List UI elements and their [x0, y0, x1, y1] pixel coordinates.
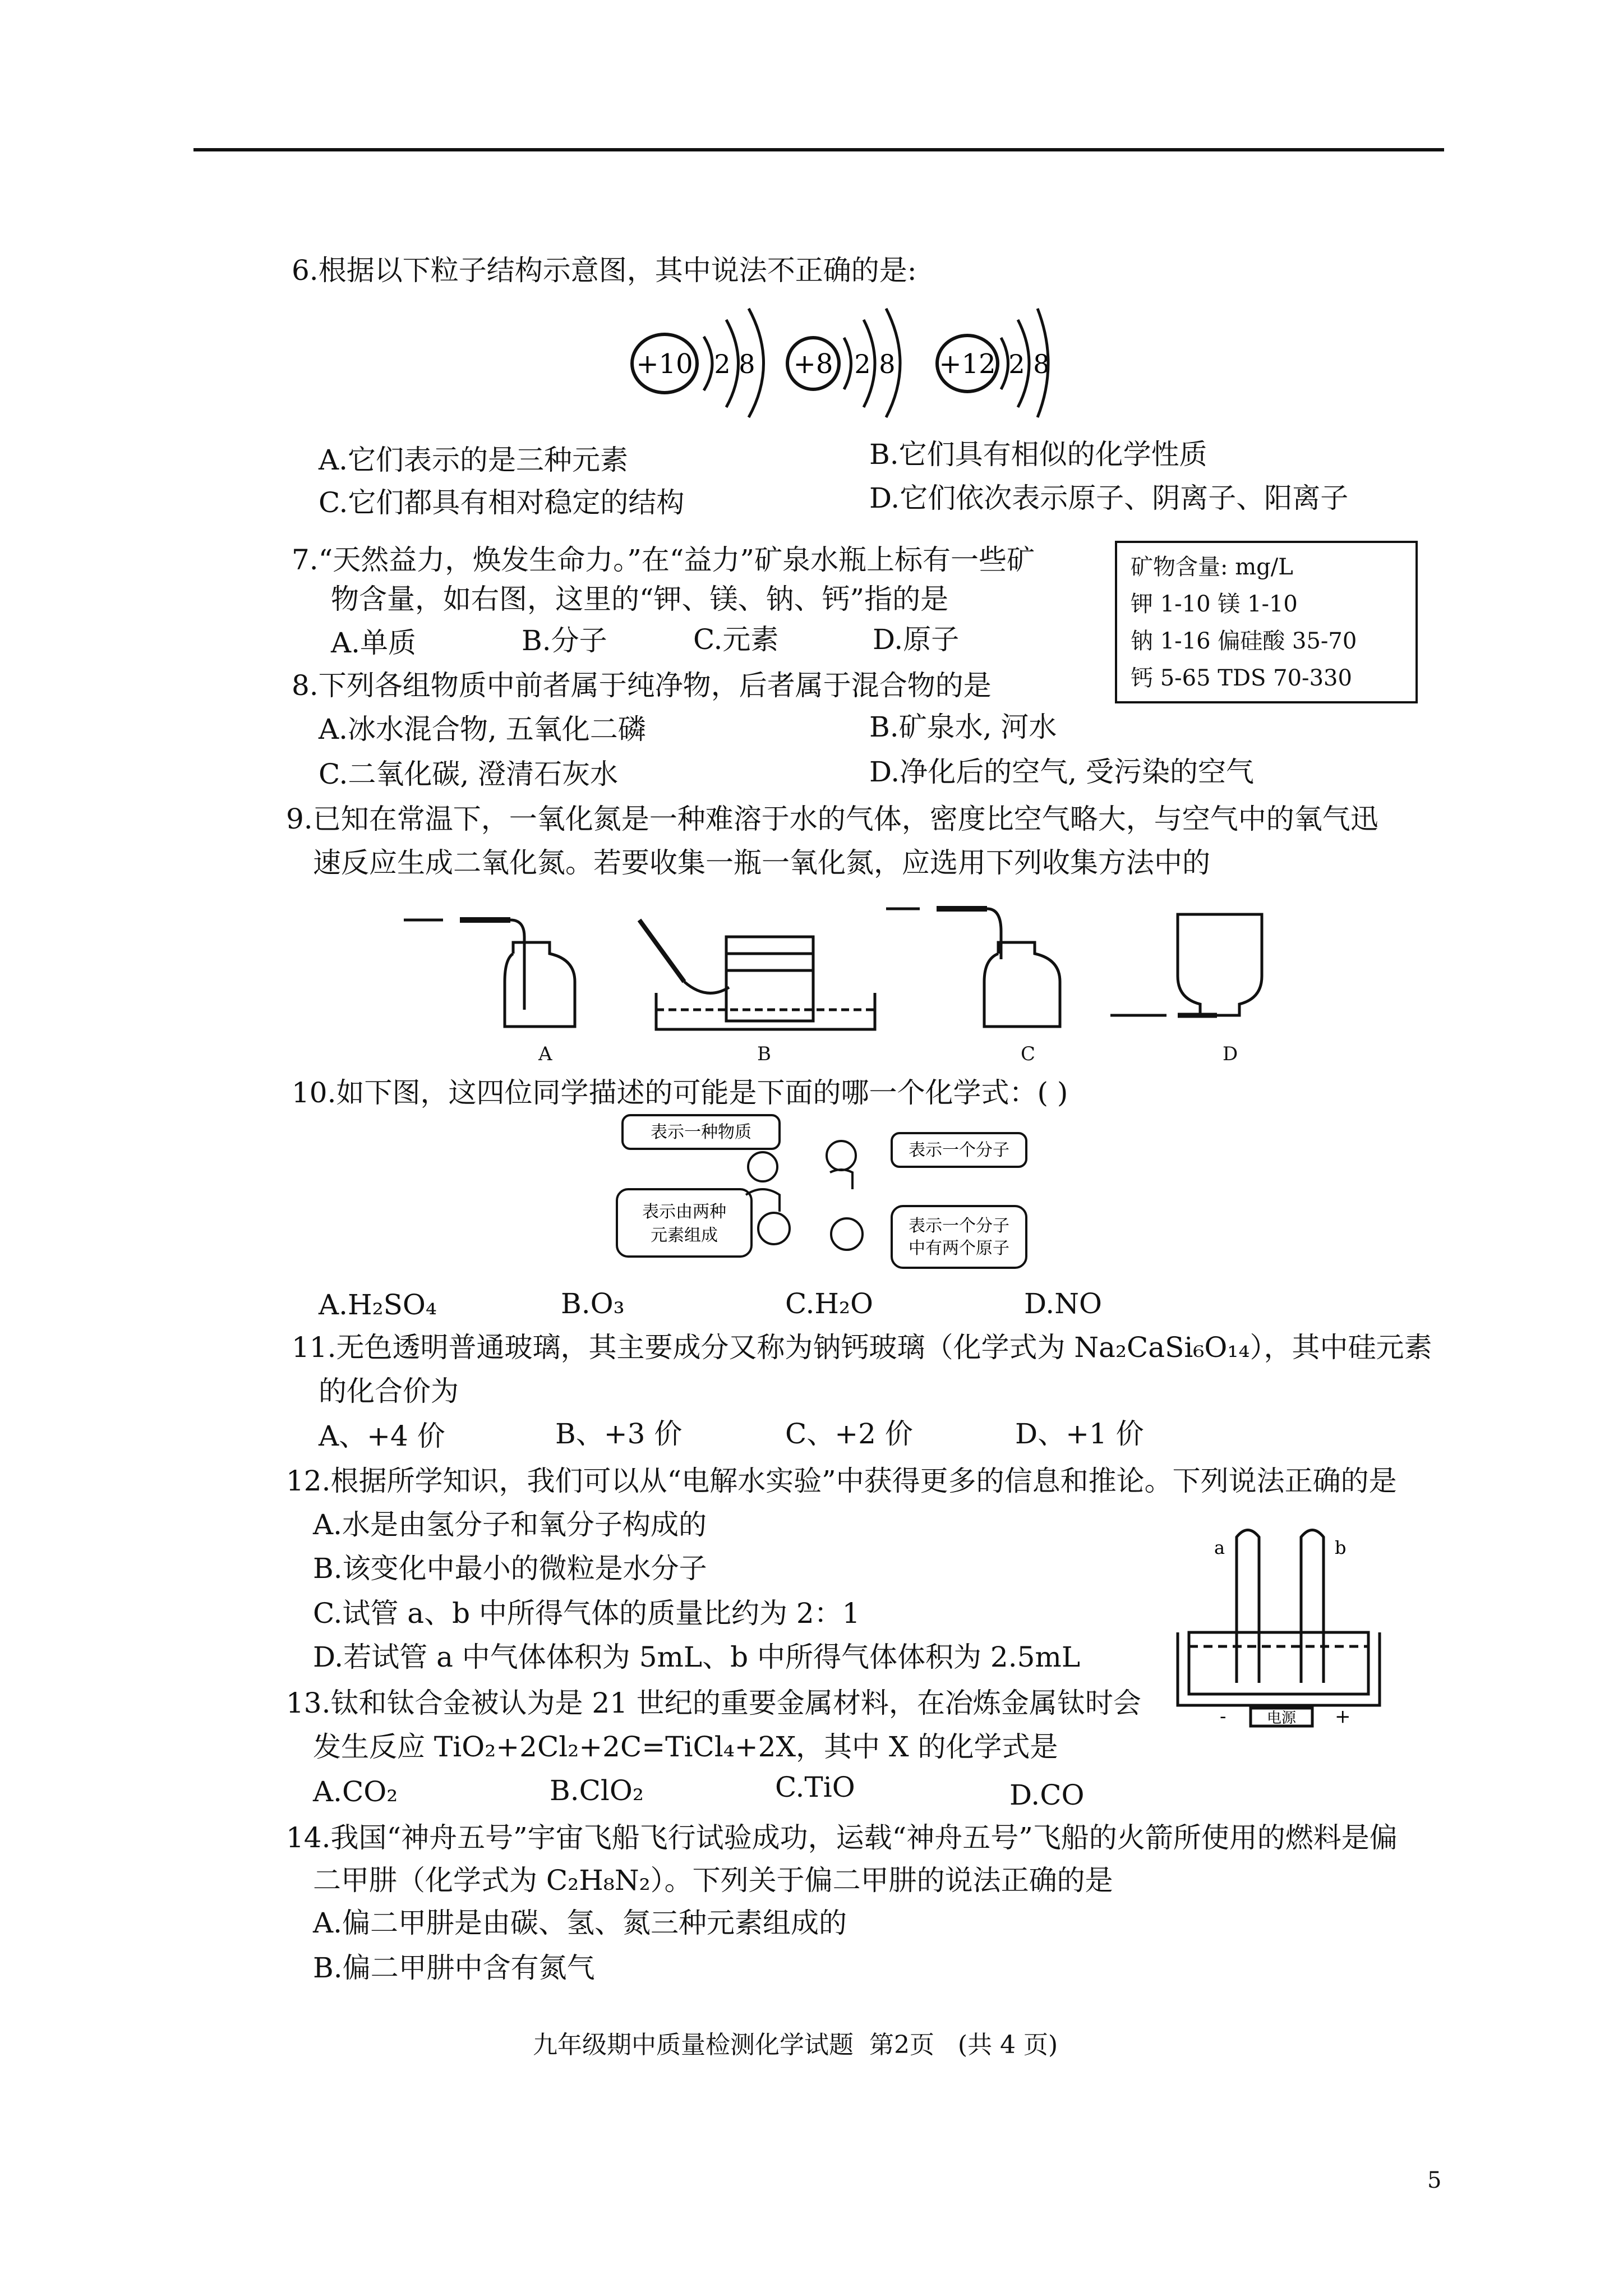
speech-bubble: [892, 1206, 1026, 1268]
q10-stem: 10.如下图，这四位同学描述的可能是下面的哪一个化学式：( ): [292, 1076, 1068, 1109]
mineral-row: 钠 1-16 偏硅酸 35-70: [1131, 628, 1357, 654]
tube-label-b: b: [1335, 1537, 1347, 1558]
q8-option-a: A.冰水混合物, 五氧化二磷: [319, 713, 646, 746]
minus-sign: -: [1220, 1705, 1227, 1728]
q11-option-b: B、+3 价: [555, 1418, 683, 1450]
test-tube-a: [1237, 1530, 1259, 1683]
q10-option-a: A.H₂SO₄: [319, 1289, 437, 1321]
speech-bubble: [617, 1189, 751, 1257]
q13-option-b: B.ClO₂: [550, 1774, 644, 1807]
student-figure: [758, 1213, 790, 1244]
q6-option-c: C.它们都具有相对稳定的结构: [319, 486, 685, 519]
q11-option-d: D、+1 价: [1015, 1418, 1144, 1450]
q7-option-d: D.原子: [873, 623, 960, 656]
q10-option-c: C.H₂O: [785, 1287, 874, 1320]
apparatus-b: [639, 920, 875, 1065]
q14-option-a: A.偏二甲肼是由碳、氢、氮三种元素组成的: [313, 1907, 847, 1939]
gas-collection-apparatus: [393, 898, 1335, 1066]
mineral-content-box: [1115, 541, 1418, 703]
q8-option-d: D.净化后的空气, 受污染的空气: [869, 756, 1254, 788]
test-tube-b: [1301, 1530, 1324, 1683]
q6-option-a: A.它们表示的是三种元素: [319, 444, 629, 476]
apparatus-label-a: A: [538, 1043, 552, 1065]
q7-option-c: C.元素: [693, 623, 779, 656]
q12-stem: 12.根据所学知识，我们可以从“电解水实验”中获得更多的信息和推论。下列说法正确的是: [286, 1465, 1397, 1497]
tube-label-a: a: [1214, 1537, 1225, 1558]
page-footer: 九年级期中质量检测化学试题 第2页 (共 4 页): [533, 2031, 1058, 2059]
q8-option-b: B.矿泉水, 河水: [869, 711, 1057, 743]
apparatus-c: [886, 909, 1060, 1065]
mineral-box-title: 矿物含量: mg/L: [1131, 554, 1293, 580]
q13-option-c: C.TiO: [775, 1771, 855, 1803]
mineral-row: 钾 1-10 镁 1-10: [1131, 591, 1298, 617]
q6-option-d: D.它们依次表示原子、阴离子、阳离子: [869, 482, 1349, 514]
bubble-text: 表示由两种: [642, 1202, 726, 1222]
q9-line2: 速反应生成二氧化氮。若要收集一瓶一氧化氮，应选用下列收集方法中的: [313, 846, 1210, 879]
q13-option-a: A.CO₂: [313, 1775, 398, 1808]
q11-line1: 11.无色透明普通玻璃，其主要成分又称为钠钙玻璃（化学式为 Na₂CaSi₆O₁₄），其中硅元素: [292, 1331, 1432, 1364]
q7-option-b: B.分子: [522, 624, 607, 657]
q13-line1: 13.钛和钛合金被认为是 21 世纪的重要金属材料，在冶炼金属钛时会: [286, 1687, 1141, 1719]
atom-1-nucleus: +10: [636, 348, 693, 380]
q7-line2: 物含量，如右图，这里的“钾、镁、钠、钙”指的是: [331, 583, 949, 615]
atom-2-nucleus: +8: [793, 348, 833, 380]
q7-option-a: A.单质: [331, 627, 417, 659]
bubble-text: 表示一种物质: [651, 1122, 751, 1142]
atom-diagram-1: [632, 309, 764, 417]
mineral-row: 钙 5-65 TDS 70-330: [1131, 665, 1352, 691]
water-electrolysis-figure: [1166, 1515, 1402, 1728]
q12-option-a: A.水是由氢分子和氧分子构成的: [313, 1508, 707, 1541]
apparatus-label-d: D: [1223, 1043, 1238, 1065]
top-rule: [193, 148, 1444, 151]
q12-option-d: D.若试管 a 中气体体积为 5mL、b 中所得气体体积为 2.5mL: [313, 1641, 1081, 1673]
q11-option-a: A、+4 价: [319, 1420, 445, 1452]
bubble-text: 中有两个原子: [909, 1239, 1009, 1258]
bubble-text: 表示一个分子: [909, 1216, 1009, 1236]
apparatus-label-c: C: [1021, 1043, 1036, 1065]
q14-option-b: B.偏二甲肼中含有氮气: [313, 1952, 595, 1984]
q14-line2: 二甲肼（化学式为 C₂H₈N₂）。下列关于偏二甲肼的说法正确的是: [313, 1864, 1113, 1897]
bubble-text: 表示一个分子: [909, 1140, 1009, 1160]
q10-option-d: D.NO: [1024, 1287, 1102, 1320]
atom-2-shells: 2 8: [854, 349, 896, 379]
q11-line2: 的化合价为: [319, 1375, 459, 1407]
q13-line2: 发生反应 TiO₂+2Cl₂+2C=TiCl₄+2X，其中 X 的化学式是: [313, 1731, 1058, 1763]
q12-option-b: B.该变化中最小的微粒是水分子: [313, 1552, 707, 1585]
q8-stem: 8.下列各组物质中前者属于纯净物，后者属于混合物的是: [292, 669, 992, 702]
q14-line1: 14.我国“神舟五号”宇宙飞船飞行试验成功，运载“神舟五号”飞船的火箭所使用的燃料是偏: [286, 1821, 1398, 1854]
q8-option-c: C.二氧化碳, 澄清石灰水: [319, 758, 619, 790]
student-speech-figure: [611, 1111, 1043, 1290]
plus-sign: +: [1335, 1705, 1351, 1728]
atom-1-shells: 2 8: [714, 349, 755, 379]
q12-option-c: C.试管 a、b 中所得气体的质量比约为 2：1: [313, 1597, 860, 1630]
q6-atom-diagrams: [623, 297, 1060, 426]
bubble-text: 元素组成: [651, 1226, 718, 1245]
student-figure: [748, 1152, 777, 1181]
q6-option-b: B.它们具有相似的化学性质: [869, 438, 1207, 471]
power-label: 电源: [1266, 1710, 1297, 1727]
apparatus-d: [1110, 914, 1262, 1065]
q9-line1: 9.已知在常温下，一氧化氮是一种难溶于水的气体，密度比空气略大，与空气中的氧气迅: [286, 803, 1378, 835]
q13-option-d: D.CO: [1009, 1779, 1085, 1811]
q7-line1: 7.“天然益力，焕发生命力。”在“益力”矿泉水瓶上标有一些矿: [292, 544, 1035, 576]
student-figure: [831, 1218, 863, 1250]
electrolysis-trough: [1189, 1632, 1368, 1694]
atom-3-nucleus: +12: [939, 348, 996, 380]
q11-option-c: C、+2 价: [785, 1418, 913, 1450]
atom-diagram-2: [787, 309, 900, 417]
q10-option-b: B.O₃: [561, 1287, 625, 1320]
atom-3-shells: 2 8: [1008, 349, 1050, 379]
apparatus-label-b: B: [757, 1043, 771, 1065]
student-figure: [827, 1141, 856, 1170]
atom-diagram-3: [937, 309, 1050, 417]
q6-stem: 6.根据以下粒子结构示意图，其中说法不正确的是:: [292, 254, 917, 287]
apparatus-a: [404, 920, 575, 1065]
page-number: 5: [1427, 2168, 1442, 2193]
